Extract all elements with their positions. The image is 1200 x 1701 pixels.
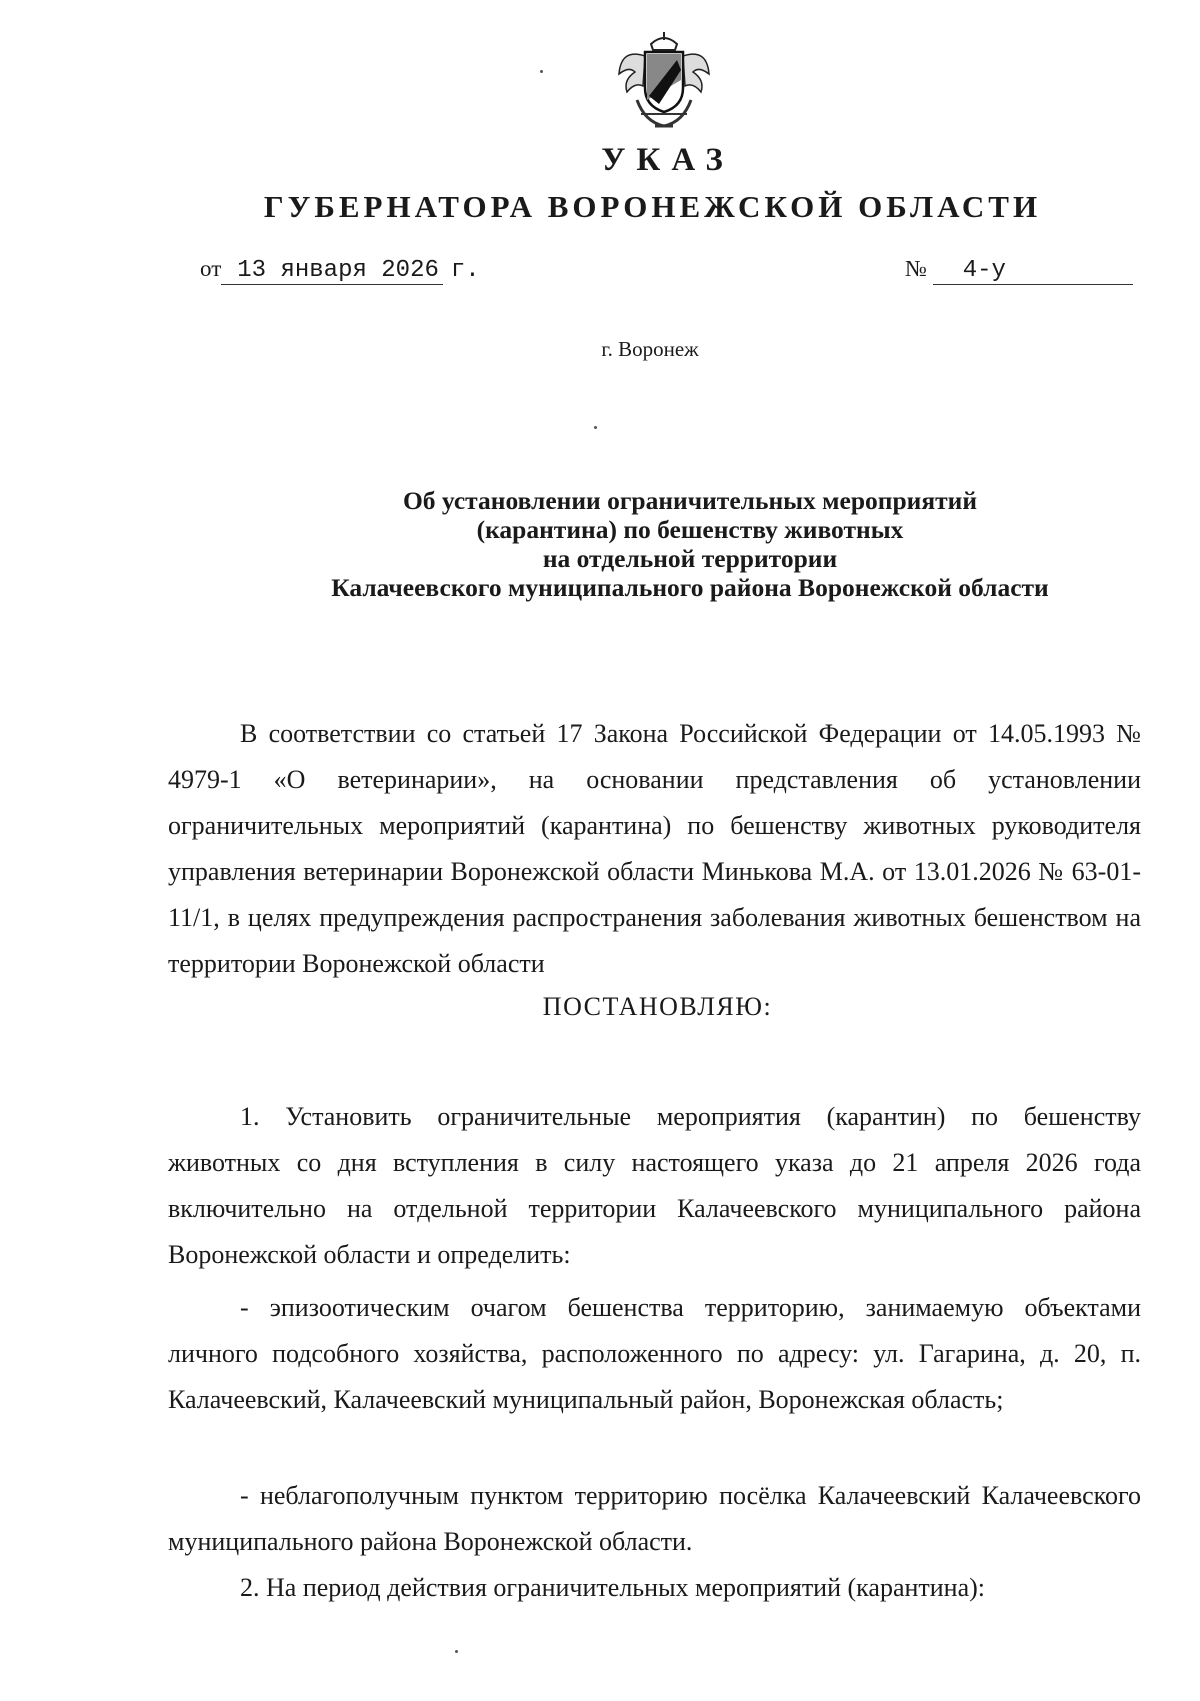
subject-line: (карантина) по бешенству животных xyxy=(476,515,904,544)
item-1-paragraph: 1. Установить ограничительные мероприятия (карантин) по бешенству животных со дня вступления в силу настоящего указа до 21 апреля 2026 года включительно на отдельной территории Калачеевского муниципального района Воронежской области и определить: xyxy=(168,1102,1141,1269)
number-line xyxy=(905,256,1133,285)
scan-speck xyxy=(455,1650,458,1653)
item-1b-paragraph: - неблагополучным пунктом территорию посёлка Калачеевский Калачеевского муниципального района Воронежской области. xyxy=(168,1481,1141,1556)
date-prefix: от xyxy=(200,256,222,281)
document-type: УКАЗ xyxy=(601,142,734,178)
date-value: 13 января 2026 xyxy=(221,257,443,285)
number-value: 4-у xyxy=(933,257,1133,285)
city: г. Воронеж xyxy=(601,337,699,361)
document-subject xyxy=(160,486,1200,602)
preamble-paragraph: В соответствии со статьей 17 Закона Российской Федерации от 14.05.1993 № 4979-1 «О ветеринарии», на основании представления об установлении ограничительных мероприятий (карантина) по бешенству животных руководителя управления ветеринарии Воронежской области Минькова М.А. от 13.01.2026 № 63-01-11/1, в целях предупреждения распространения заболевания животных бешенством на территории Воронежской области xyxy=(168,719,1141,978)
decree-word: ПОСТАНОВЛЯЮ: xyxy=(542,992,773,1021)
number-prefix: № xyxy=(905,256,927,281)
issuer-title: ГУБЕРНАТОРА ВОРОНЕЖСКОЙ ОБЛАСТИ xyxy=(263,189,1042,224)
subject-line: на отдельной территории xyxy=(542,544,838,573)
date-suffix: г. xyxy=(450,257,480,284)
scan-speck xyxy=(594,426,597,429)
item-2-paragraph: 2. На период действия ограничительных мероприятий (карантина): xyxy=(240,1573,986,1602)
item-1a-paragraph: - эпизоотическим очагом бешенства территорию, занимаемую объектами личного подсобного хозяйства, расположенного по адресу: ул. Гагарина, д. 20, п. Калачеевский, Калачеевский муниципальный район, Воронежская область; xyxy=(168,1293,1141,1414)
subject-line: Калачеевского муниципального района Воронежской области xyxy=(331,573,1049,602)
date-line xyxy=(200,256,480,285)
subject-line: Об установлении ограничительных мероприятий xyxy=(402,486,978,515)
coat-of-arms-icon xyxy=(615,30,713,132)
scan-speck xyxy=(540,70,543,73)
